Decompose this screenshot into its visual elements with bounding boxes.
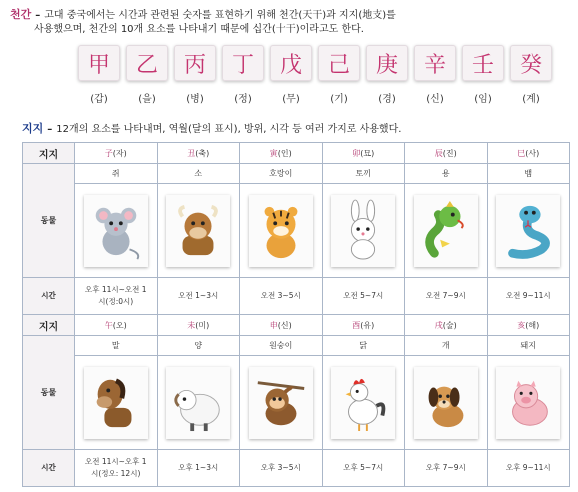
branch-reading: (자) — [112, 148, 127, 158]
stem-card: 癸 — [510, 45, 552, 81]
animal-picture-cell — [240, 356, 323, 450]
branch-reading: (술) — [442, 320, 457, 330]
jiji-term: 지지 — [22, 122, 44, 135]
stem-reading: (갑) — [90, 94, 108, 105]
jiji-intro: 지지 – 12개의 요소를 나타내며, 역월(달의 표시), 방위, 시각 등 여러 가지로 사용했다. — [22, 122, 402, 135]
branch-header — [487, 143, 570, 164]
stem-card: 丙 — [174, 45, 216, 81]
time-line1: 오전 7~9시 — [425, 291, 466, 300]
branch-hanja: 丑 — [187, 148, 196, 158]
time-range — [240, 278, 323, 315]
sheep-icon — [166, 367, 230, 439]
time-range — [405, 450, 488, 487]
animal-picture-cell — [405, 184, 488, 278]
branch-header — [75, 143, 158, 164]
time-range — [157, 278, 240, 315]
zodiac-table — [22, 142, 570, 487]
time-range — [157, 450, 240, 487]
time-line1: 오전 1~3시 — [178, 291, 219, 300]
animal-name: 돼지 — [487, 336, 570, 356]
row-label-time: 시간 — [23, 278, 75, 315]
time-range — [487, 450, 570, 487]
time-range — [75, 278, 158, 315]
stem-reading: (경) — [378, 94, 396, 105]
stem-card: 辛 — [414, 45, 456, 81]
stem-card: 甲 — [78, 45, 120, 81]
branch-reading: (축) — [195, 148, 210, 158]
heavenly-stems-row — [78, 45, 552, 81]
branch-reading: (해) — [525, 320, 540, 330]
animal-picture-cell — [322, 356, 405, 450]
animal-name: 닭 — [322, 336, 405, 356]
animal-picture-cell — [487, 356, 570, 450]
row-label-branch: 지지 — [23, 315, 75, 336]
snake-icon — [496, 195, 560, 267]
time-line1: 오후 11시~오전 1 — [84, 285, 147, 294]
branch-reading: (오) — [112, 320, 127, 330]
animal-picture-cell — [157, 356, 240, 450]
time-range — [405, 278, 488, 315]
time-line1: 오전 9~11시 — [505, 291, 551, 300]
row-label-branch: 지지 — [23, 143, 75, 164]
branch-hanja: 未 — [187, 320, 196, 330]
time-line1: 오전 11시~오후 1 — [84, 457, 147, 466]
animal-name: 쥐 — [75, 164, 158, 184]
time-range — [240, 450, 323, 487]
pig-icon — [496, 367, 560, 439]
time-range — [322, 450, 405, 487]
time-range — [75, 450, 158, 487]
ox-icon — [166, 195, 230, 267]
animal-picture-cell — [405, 356, 488, 450]
stem-card: 乙 — [126, 45, 168, 81]
branch-header — [240, 143, 323, 164]
time-line2: 시(정:0시) — [98, 297, 134, 306]
branch-reading: (신) — [277, 320, 292, 330]
time-line1: 오전 3~5시 — [260, 291, 301, 300]
stem-reading: (기) — [330, 94, 348, 105]
cheongan-text-line1: 고대 중국에서는 시간과 관련된 숫자를 표현하기 위해 천간(天干)과 지지(地支)를 — [44, 10, 396, 21]
stem-reading: (무) — [282, 94, 300, 105]
time-line1: 오후 3~5시 — [260, 463, 301, 472]
branch-hanja: 卯 — [352, 148, 361, 158]
animal-name: 원숭이 — [240, 336, 323, 356]
cheongan-term: 천간 — [10, 8, 32, 21]
time-line2: 시(정오: 12시) — [91, 469, 141, 478]
monkey-icon — [249, 367, 313, 439]
row-label-animal: 동물 — [23, 336, 75, 450]
branch-reading: (미) — [195, 320, 210, 330]
rooster-icon — [331, 367, 395, 439]
stem-reading: (정) — [234, 94, 252, 105]
time-range — [322, 278, 405, 315]
animal-picture-cell — [322, 184, 405, 278]
stem-reading: (병) — [186, 94, 204, 105]
animal-name: 소 — [157, 164, 240, 184]
time-line1: 오후 7~9시 — [425, 463, 466, 472]
branch-header — [405, 315, 488, 336]
cheongan-intro: 천간 – 고대 중국에서는 시간과 관련된 숫자를 표현하기 위해 천간(天干)과 지지(地支)를 사용했으며, 천간의 10개 요소를 나타내기 때문에 십간(十干)이라고도 한다. — [10, 8, 570, 37]
cheongan-text-line2: 사용했으며, 천간의 10개 요소를 나타내기 때문에 십간(十干)이라고도 한다. — [34, 24, 364, 35]
branch-header — [487, 315, 570, 336]
rabbit-icon — [331, 195, 395, 267]
stem-reading: (임) — [474, 94, 492, 105]
stem-card: 壬 — [462, 45, 504, 81]
branch-hanja: 亥 — [517, 320, 526, 330]
row-label-time: 시간 — [23, 450, 75, 487]
animal-name: 뱀 — [487, 164, 570, 184]
dog-icon — [414, 367, 478, 439]
branch-header — [75, 315, 158, 336]
time-range — [487, 278, 570, 315]
animal-name: 말 — [75, 336, 158, 356]
animal-name: 호랑이 — [240, 164, 323, 184]
branch-hanja: 午 — [104, 320, 113, 330]
branch-hanja: 寅 — [269, 148, 278, 158]
branch-reading: (유) — [360, 320, 375, 330]
branch-hanja: 辰 — [434, 148, 443, 158]
rat-icon — [84, 195, 148, 267]
animal-picture-cell — [487, 184, 570, 278]
branch-reading: (진) — [442, 148, 457, 158]
branch-hanja: 酉 — [352, 320, 361, 330]
time-line1: 오후 5~7시 — [343, 463, 384, 472]
stem-card: 丁 — [222, 45, 264, 81]
branch-header — [322, 143, 405, 164]
branch-header — [405, 143, 488, 164]
animal-name: 개 — [405, 336, 488, 356]
branch-reading: (인) — [277, 148, 292, 158]
animal-picture-cell — [240, 184, 323, 278]
stem-card: 戊 — [270, 45, 312, 81]
stem-card: 己 — [318, 45, 360, 81]
dragon-icon — [414, 195, 478, 267]
row-label-animal: 동물 — [23, 164, 75, 278]
animal-name: 용 — [405, 164, 488, 184]
branch-header — [157, 315, 240, 336]
animal-picture-cell — [75, 356, 158, 450]
animal-picture-cell — [75, 184, 158, 278]
animal-name: 토끼 — [322, 164, 405, 184]
animal-picture-cell — [157, 184, 240, 278]
time-line1: 오전 5~7시 — [343, 291, 384, 300]
stem-reading: (신) — [426, 94, 444, 105]
time-line1: 오후 1~3시 — [178, 463, 219, 472]
branch-reading: (묘) — [360, 148, 375, 158]
horse-icon — [84, 367, 148, 439]
stem-card: 庚 — [366, 45, 408, 81]
animal-name: 양 — [157, 336, 240, 356]
time-line1: 오후 9~11시 — [505, 463, 551, 472]
branch-hanja: 巳 — [517, 148, 526, 158]
jiji-text: 12개의 요소를 나타내며, 역월(달의 표시), 방위, 시각 등 여러 가지로 사용했다. — [56, 124, 402, 135]
branch-reading: (사) — [525, 148, 540, 158]
stem-reading: (을) — [138, 94, 156, 105]
branch-header — [240, 315, 323, 336]
tiger-icon — [249, 195, 313, 267]
branch-header — [322, 315, 405, 336]
stem-readings-row — [78, 90, 552, 105]
branch-hanja: 戌 — [434, 320, 443, 330]
branch-header — [157, 143, 240, 164]
branch-hanja: 申 — [269, 320, 278, 330]
stem-reading: (계) — [522, 94, 540, 105]
branch-hanja: 子 — [104, 148, 113, 158]
